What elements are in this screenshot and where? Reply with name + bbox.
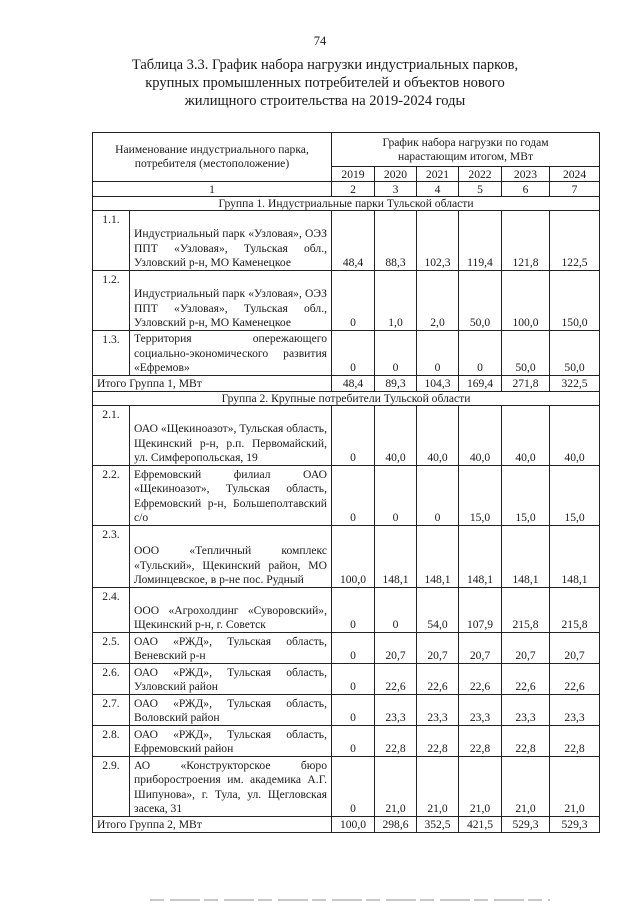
row-value: 50,0: [502, 331, 550, 376]
row-value: 0: [459, 331, 502, 376]
row-index: 1.1.: [93, 211, 130, 271]
table-row: [93, 526, 600, 588]
row-value: 20,7: [459, 633, 502, 664]
row-value: 21,0: [375, 757, 417, 817]
row-value: 0: [332, 633, 375, 664]
total-value: 48,4: [332, 376, 375, 392]
row-value: 50,0: [459, 271, 502, 331]
row-name: ОАО «РЖД», Тульская область, Веневский р-н: [130, 633, 332, 664]
row-value: 23,3: [502, 695, 550, 726]
column-number: 7: [550, 182, 600, 197]
row-value: 0: [332, 695, 375, 726]
column-number: 2: [332, 182, 375, 197]
total-label: Итого Группа 2, МВт: [93, 817, 332, 833]
table-row: [93, 757, 600, 817]
row-name: Территория опережающего социально-экономического развития «Ефремов»: [130, 331, 332, 376]
row-value: 2,0: [417, 271, 459, 331]
scan-edge-mark: [0, 895, 640, 905]
row-value: 148,1: [550, 526, 600, 588]
row-value: 40,0: [417, 406, 459, 466]
row-value: 21,0: [502, 757, 550, 817]
row-value: 100,0: [332, 526, 375, 588]
table-row: [93, 466, 600, 526]
total-value: 421,5: [459, 817, 502, 833]
group2-title: Группа 2. Крупные потребители Тульской области: [93, 392, 600, 406]
row-name: ОАО «РЖД», Тульская область, Воловский район: [130, 695, 332, 726]
year-header: 2021: [417, 167, 459, 182]
row-value: 122,5: [550, 211, 600, 271]
row-value: 0: [332, 757, 375, 817]
row-value: 22,6: [550, 664, 600, 695]
row-name: Индустриальный парк «Узловая», ОЭЗ ППТ «Узловая», Тульская обл., Узловский р-н, МО Каменецкое: [130, 211, 332, 271]
column-number-row: [93, 182, 600, 197]
year-header: 2019: [332, 167, 375, 182]
column-number: 3: [375, 182, 417, 197]
row-value: 88,3: [375, 211, 417, 271]
title-line: Таблица 3.3. График набора нагрузки индустриальных парков,: [131, 57, 519, 73]
total-label: Итого Группа 1, МВт: [93, 376, 332, 392]
row-index: 2.1.: [93, 406, 130, 466]
row-name: ООО «Тепличный комплекс «Тульский», Щекинский район, МО Ломинцевское, в р-не пос. Рудный: [130, 526, 332, 588]
row-value: 40,0: [502, 406, 550, 466]
row-name: АО «Конструкторское бюро приборостроения им. академика А.Г. Шипунова», г. Тула, ул. Щегловская засека, 31: [130, 757, 332, 817]
row-name: Ефремовский филиал ОАО «Щекиноазот», Тульская область, Ефремовский р-н, Большеполтавский с/о: [130, 466, 332, 526]
row-value: 0: [417, 331, 459, 376]
row-value: 0: [332, 726, 375, 757]
row-value: 215,8: [502, 588, 550, 633]
row-value: 22,8: [550, 726, 600, 757]
total-value: 529,3: [550, 817, 600, 833]
total-value: 169,4: [459, 376, 502, 392]
table-title: [110, 56, 540, 110]
total-value: 352,5: [417, 817, 459, 833]
row-value: 23,3: [550, 695, 600, 726]
year-header: 2024: [550, 167, 600, 182]
row-value: 21,0: [550, 757, 600, 817]
row-value: 119,4: [459, 211, 502, 271]
row-name: Индустриальный парк «Узловая», ОЭЗ ППТ «Узловая», Тульская обл., Узловский р-н, МО Каменецкое: [130, 271, 332, 331]
row-value: 150,0: [550, 271, 600, 331]
table-row: [93, 211, 600, 271]
row-value: 0: [417, 466, 459, 526]
column-number: 4: [417, 182, 459, 197]
row-value: 54,0: [417, 588, 459, 633]
row-value: 15,0: [550, 466, 600, 526]
row-name: ООО «Агрохолдинг «Суворовский», Щекинский р-н, г. Советск: [130, 588, 332, 633]
table-row: [93, 588, 600, 633]
row-value: 23,3: [459, 695, 502, 726]
row-value: 0: [332, 664, 375, 695]
row-value: 148,1: [459, 526, 502, 588]
table-row: [93, 271, 600, 331]
row-value: 1,0: [375, 271, 417, 331]
row-value: 0: [332, 331, 375, 376]
row-value: 40,0: [459, 406, 502, 466]
row-value: 0: [375, 331, 417, 376]
row-value: 148,1: [502, 526, 550, 588]
group1-title: Группа 1. Индустриальные парки Тульской области: [93, 197, 600, 211]
row-index: 2.9.: [93, 757, 130, 817]
row-value: 0: [332, 466, 375, 526]
row-value: 23,3: [417, 695, 459, 726]
total-value: 89,3: [375, 376, 417, 392]
row-value: 0: [332, 271, 375, 331]
row-value: 21,0: [417, 757, 459, 817]
column-number: 5: [459, 182, 502, 197]
row-value: 40,0: [550, 406, 600, 466]
row-value: 22,8: [502, 726, 550, 757]
row-index: 2.4.: [93, 588, 130, 633]
table-row: [93, 633, 600, 664]
table-row: [93, 406, 600, 466]
table-row: [93, 726, 600, 757]
row-value: 50,0: [550, 331, 600, 376]
column-number: 6: [502, 182, 550, 197]
row-value: 22,6: [417, 664, 459, 695]
total-value: 100,0: [332, 817, 375, 833]
row-value: 23,3: [375, 695, 417, 726]
row-value: 0: [375, 466, 417, 526]
total-value: 298,6: [375, 817, 417, 833]
row-index: 2.2.: [93, 466, 130, 526]
title-line: жилищного строительства на 2019-2024 годы: [184, 93, 466, 109]
row-value: 21,0: [459, 757, 502, 817]
row-index: 1.2.: [93, 271, 130, 331]
table-row: [93, 695, 600, 726]
row-value: 215,8: [550, 588, 600, 633]
row-value: 148,1: [375, 526, 417, 588]
load-schedule-table: [92, 132, 600, 833]
total-value: 322,5: [550, 376, 600, 392]
row-value: 22,8: [375, 726, 417, 757]
row-value: 20,7: [550, 633, 600, 664]
year-header: 2023: [502, 167, 550, 182]
header-schedule-cell: График набора нагрузки по годам нарастающим итогом, МВт: [332, 133, 600, 167]
row-index: 2.6.: [93, 664, 130, 695]
row-value: 107,9: [459, 588, 502, 633]
title-line: крупных промышленных потребителей и объектов нового: [145, 75, 505, 91]
row-value: 22,6: [502, 664, 550, 695]
row-value: 121,8: [502, 211, 550, 271]
total-value: 271,8: [502, 376, 550, 392]
row-name: ОАО «РЖД», Тульская область, Узловский район: [130, 664, 332, 695]
row-value: 100,0: [502, 271, 550, 331]
row-value: 15,0: [459, 466, 502, 526]
row-value: 15,0: [502, 466, 550, 526]
row-value: 0: [332, 588, 375, 633]
header-name-cell: Наименование индустриального парка, потребителя (местоположение): [93, 133, 332, 182]
year-header: 2022: [459, 167, 502, 182]
row-index: 2.5.: [93, 633, 130, 664]
row-index: 1.3.: [93, 331, 130, 376]
row-value: 22,8: [459, 726, 502, 757]
table-row: [93, 664, 600, 695]
row-value: 102,3: [417, 211, 459, 271]
row-value: 22,8: [417, 726, 459, 757]
row-value: 40,0: [375, 406, 417, 466]
row-name: ОАО «Щекиноазот», Тульская область, Щекинский р-н, р.п. Первомайский, ул. Симферопольская, 19: [130, 406, 332, 466]
group2-total-row: [93, 817, 600, 833]
row-value: 20,7: [502, 633, 550, 664]
table-row: [93, 331, 600, 376]
group1-total-row: [93, 376, 600, 392]
total-value: 104,3: [417, 376, 459, 392]
row-value: 20,7: [375, 633, 417, 664]
column-number: 1: [93, 182, 332, 197]
row-value: 20,7: [417, 633, 459, 664]
row-value: 148,1: [417, 526, 459, 588]
page-number: 74: [313, 34, 327, 48]
row-index: 2.8.: [93, 726, 130, 757]
row-index: 2.3.: [93, 526, 130, 588]
row-index: 2.7.: [93, 695, 130, 726]
year-header: 2020: [375, 167, 417, 182]
row-value: 0: [375, 588, 417, 633]
row-name: ОАО «РЖД», Тульская область, Ефремовский район: [130, 726, 332, 757]
total-value: 529,3: [502, 817, 550, 833]
row-value: 22,6: [375, 664, 417, 695]
row-value: 48,4: [332, 211, 375, 271]
row-value: 22,6: [459, 664, 502, 695]
row-value: 0: [332, 406, 375, 466]
